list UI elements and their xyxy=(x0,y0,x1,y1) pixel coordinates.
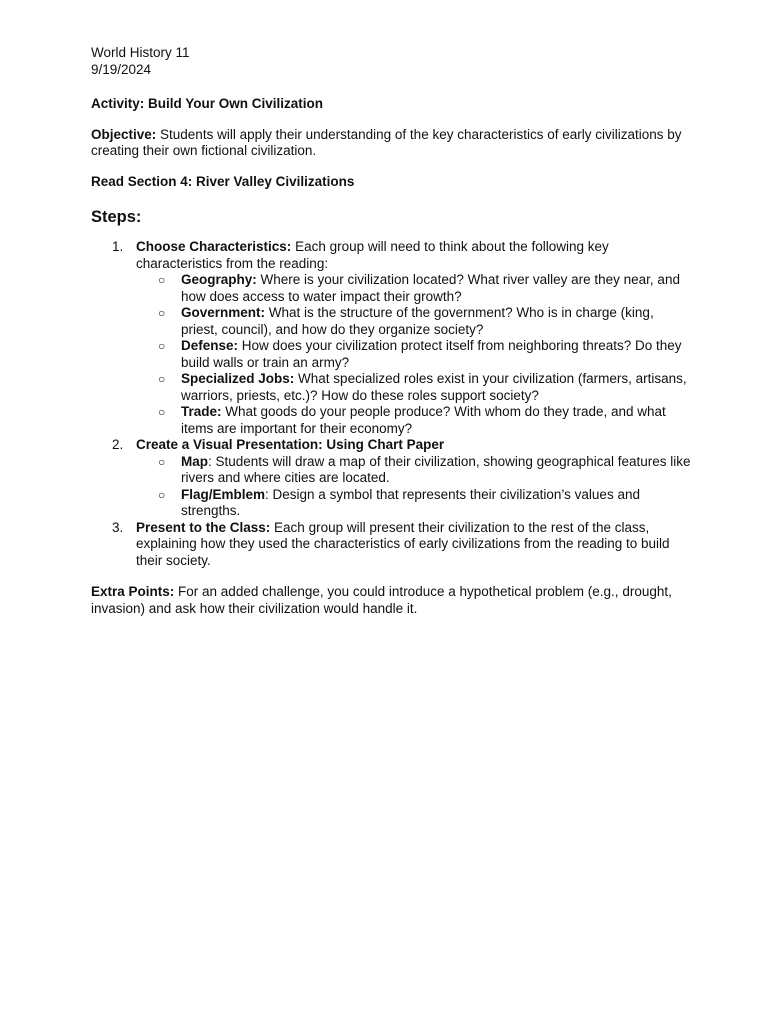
item-label: Government: xyxy=(181,305,266,320)
step-item xyxy=(91,437,691,520)
extra-points-text: For an added challenge, you could introduce a hypothetical problem (e.g., drought, invasion) and ask how their civilization would handle it. xyxy=(91,584,672,616)
item-label: Specialized Jobs: xyxy=(181,371,295,386)
item-label: Trade: xyxy=(181,404,222,419)
step-item xyxy=(91,520,691,570)
step-number: 1. xyxy=(112,239,124,254)
reading-assignment: Read Section 4: River Valley Civilizations xyxy=(91,173,355,189)
activity-title: Activity: Build Your Own Civilization xyxy=(91,96,324,111)
list-item xyxy=(136,454,691,487)
step-number: 3. xyxy=(112,519,124,535)
list-item xyxy=(136,338,691,371)
step-label: Choose Characteristics: xyxy=(136,239,292,254)
extra-points-label: Extra Points: xyxy=(91,584,175,599)
characteristics-list xyxy=(136,272,691,437)
step-text: Each group will present their civilization to the rest of the class, explaining how they used the characteristics of early civilizations from the reading to build their society. xyxy=(136,519,670,568)
hollow-bullet-icon: ○ xyxy=(158,273,166,287)
course-title: World History 11 xyxy=(91,45,190,60)
item-label: Defense: xyxy=(181,338,239,353)
hollow-bullet-icon: ○ xyxy=(158,372,166,386)
list-item xyxy=(136,371,691,404)
item-text: : Students will draw a map of their civilization, showing geographical features like rivers and where cities are located. xyxy=(181,453,691,485)
document-page xyxy=(91,45,691,617)
item-text: : Design a symbol that represents their civilization’s values and strengths. xyxy=(181,486,640,518)
objective-label: Objective: xyxy=(91,126,157,142)
hollow-bullet-icon: ○ xyxy=(158,405,166,419)
item-text: How does your civilization protect itself from neighboring threats? Do they build walls or train an army? xyxy=(181,338,682,370)
step-number: 2. xyxy=(112,437,124,452)
hollow-bullet-icon: ○ xyxy=(158,306,166,320)
item-label: Map xyxy=(181,453,208,469)
extra-points-paragraph xyxy=(91,584,691,617)
item-text: What specialized roles exist in your civilization (farmers, artisans, warriors, priests, etc.)? How do these roles support society? xyxy=(181,371,687,403)
item-label: Flag/Emblem xyxy=(181,486,266,502)
hollow-bullet-icon: ○ xyxy=(158,454,166,469)
document-date: 9/19/2024 xyxy=(91,61,152,77)
presentation-list xyxy=(136,454,691,520)
steps-heading: Steps: xyxy=(91,208,142,226)
list-item xyxy=(136,487,691,520)
steps-list xyxy=(91,239,691,569)
step-item xyxy=(91,239,691,437)
objective-paragraph xyxy=(91,127,691,160)
hollow-bullet-icon: ○ xyxy=(158,339,166,353)
list-item xyxy=(136,272,691,305)
step-text: Each group will need to think about the following key characteristics from the reading: xyxy=(136,239,609,271)
hollow-bullet-icon: ○ xyxy=(158,487,166,502)
list-item xyxy=(136,305,691,338)
list-item xyxy=(136,404,691,437)
objective-text: Students will apply their understanding of the key characteristics of early civilizations by creating their own fictional civilization. xyxy=(91,126,682,158)
item-text: What is the structure of the government? Who is in charge (king, priest, council), and how do they organize society? xyxy=(181,305,654,337)
step-label: Present to the Class: xyxy=(136,519,271,535)
item-label: Geography: xyxy=(181,272,257,287)
step-label: Create a Visual Presentation: Using Chart Paper xyxy=(136,437,445,452)
item-text: Where is your civilization located? What river valley are they near, and how does access to water impact their growth? xyxy=(181,272,680,304)
item-text: What goods do your people produce? With whom do they trade, and what items are important for their economy? xyxy=(181,404,666,436)
